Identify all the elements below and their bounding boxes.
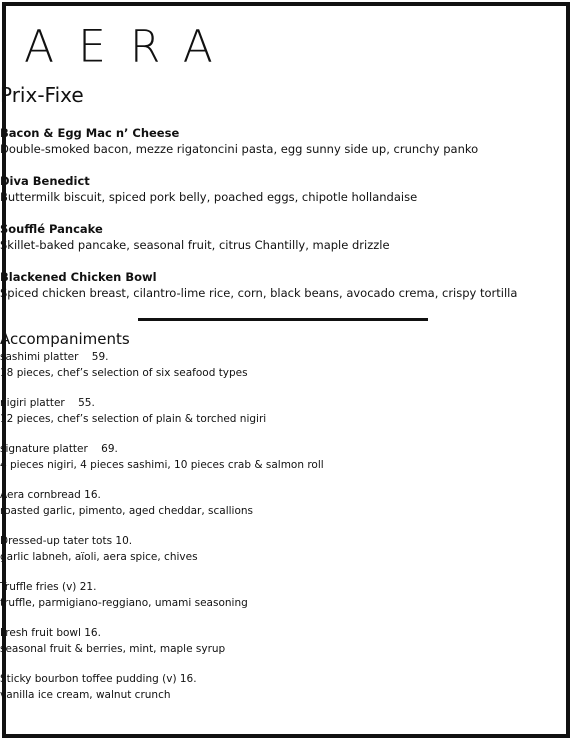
- accompaniment-description: 12 pieces, chef’s selection of plain & torched nigiri: [0, 413, 267, 425]
- dish-item: [0, 126, 572, 158]
- accompaniment-name-price: signature platter 69.: [0, 443, 118, 455]
- accompaniment-description: roasted garlic, pimento, aged cheddar, scallions: [0, 505, 254, 517]
- dish-description: Skillet-baked pancake, seasonal fruit, citrus Chantilly, maple drizzle: [0, 238, 390, 252]
- dish-name: Diva Benedict: [0, 174, 90, 188]
- accompaniment-item: [0, 441, 572, 473]
- dish-name: Blackened Chicken Bowl: [0, 270, 157, 284]
- dish-item: [0, 222, 572, 254]
- accompaniment-description: truffle, parmigiano-reggiano, umami seasoning: [0, 597, 248, 609]
- accompaniment-description: 4 pieces nigiri, 4 pieces sashimi, 10 pieces crab & salmon roll: [0, 459, 324, 471]
- dish-description: Spiced chicken breast, cilantro-lime rice, corn, black beans, avocado crema, crispy tortilla: [0, 286, 518, 300]
- dish-description: Buttermilk biscuit, spiced pork belly, poached eggs, chipotle hollandaise: [0, 190, 418, 204]
- accompaniment-item: [0, 671, 572, 703]
- accompaniment-name-price: nigiri platter 55.: [0, 397, 95, 409]
- accompaniment-name-price: Sticky bourbon toffee pudding (v) 16.: [0, 673, 197, 685]
- accompaniment-name-price: Truffle fries (v) 21.: [0, 581, 97, 593]
- section-divider: [138, 318, 428, 321]
- accompaniment-name-price: Aera cornbread 16.: [0, 489, 101, 501]
- accompaniment-item: [0, 395, 572, 427]
- accompaniment-item: [0, 625, 572, 657]
- accompaniment-name-price: Fresh fruit bowl 16.: [0, 627, 101, 639]
- accompaniment-name-price: sashimi platter 59.: [0, 351, 109, 363]
- dish-name: Bacon & Egg Mac n’ Cheese: [0, 126, 180, 140]
- accompaniment-description: 18 pieces, chef’s selection of six seafood types: [0, 367, 248, 379]
- accompaniment-description: seasonal fruit & berries, mint, maple syrup: [0, 643, 226, 655]
- menu-subtitle: Prix-Fixe: [0, 83, 84, 107]
- accompaniment-item: [0, 579, 572, 611]
- brand-logo: AERA: [24, 20, 237, 73]
- accompaniment-name-price: Dressed-up tater tots 10.: [0, 535, 133, 547]
- dish-item: [0, 174, 572, 206]
- dish-item: [0, 270, 572, 302]
- dish-description: Double-smoked bacon, mezze rigatoncini pasta, egg sunny side up, crunchy panko: [0, 142, 479, 156]
- accompaniment-description: vanilla ice cream, walnut crunch: [0, 689, 171, 701]
- accompaniment-item: [0, 533, 572, 565]
- accompaniment-description: garlic labneh, aïoli, aera spice, chives: [0, 551, 198, 563]
- accompaniments-title: Accompaniments: [0, 330, 130, 348]
- accompaniment-item: [0, 349, 572, 381]
- dish-name: Soufflé Pancake: [0, 222, 103, 236]
- accompaniment-item: [0, 487, 572, 519]
